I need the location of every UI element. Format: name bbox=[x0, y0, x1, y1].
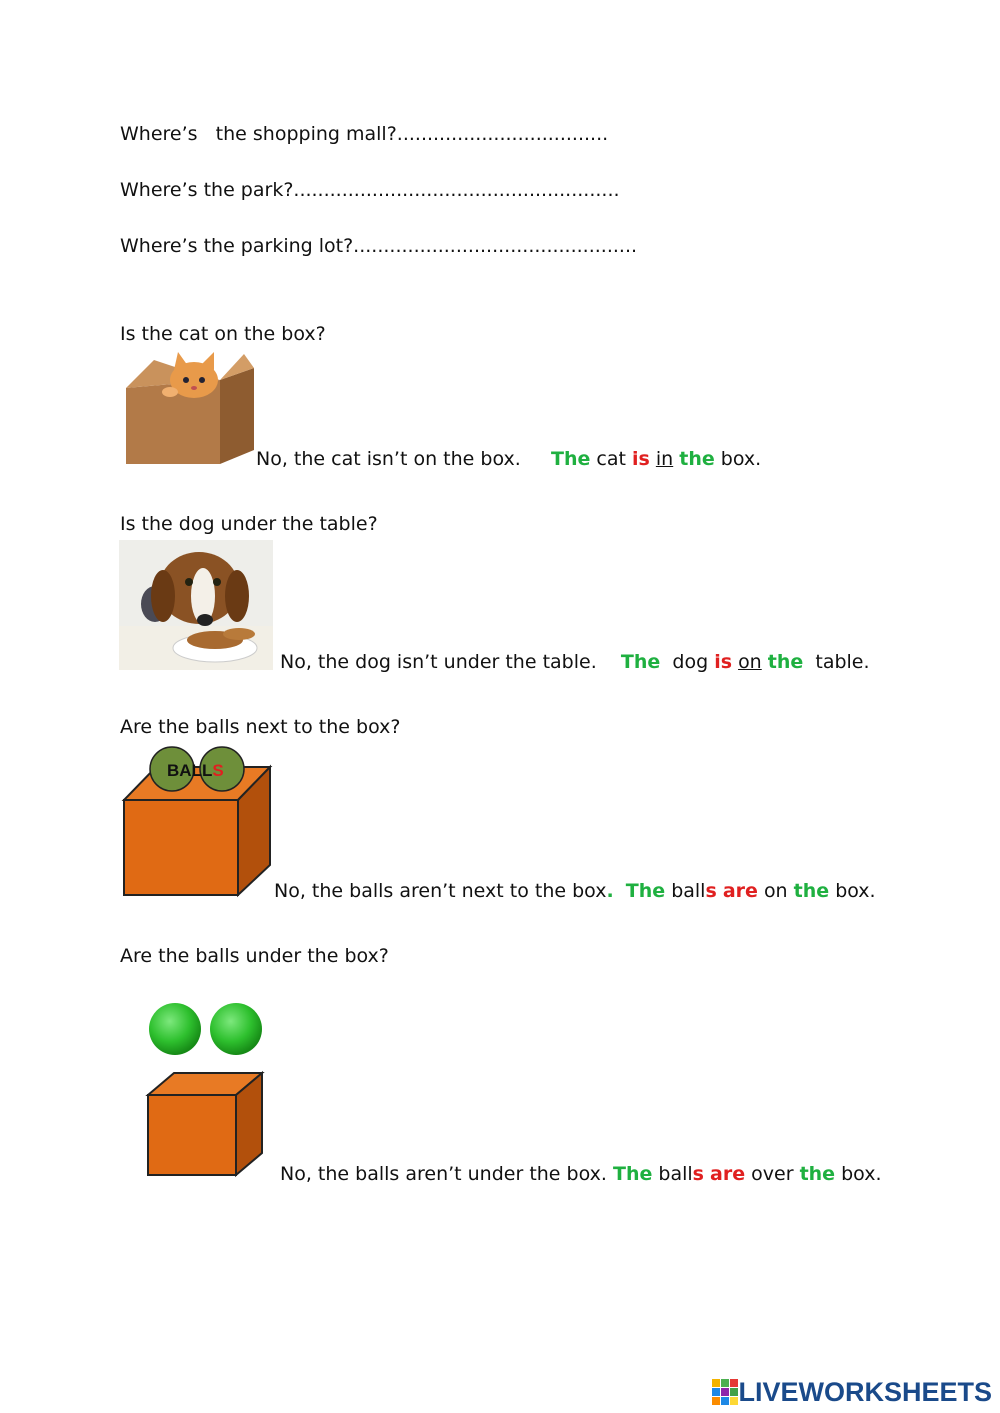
word-preposition: over bbox=[751, 1163, 794, 1185]
question-balls-under: Are the balls under the box? bbox=[120, 945, 389, 967]
answer-no-dog: No, the dog isn’t under the table. bbox=[280, 651, 597, 673]
logo-grid-icon bbox=[712, 1379, 738, 1405]
answer-dog bbox=[280, 650, 870, 674]
word-the-1: The bbox=[612, 1163, 653, 1185]
word-the-2: the bbox=[767, 651, 804, 673]
cat-in-box-image bbox=[124, 350, 256, 466]
balls-label bbox=[167, 759, 224, 783]
answer-balls-next bbox=[274, 879, 876, 903]
word-the-1: The bbox=[620, 651, 661, 673]
word-the-1: The bbox=[550, 448, 591, 470]
word-verb: are bbox=[722, 880, 758, 902]
logo-text: LIVEWORKSHEETS bbox=[738, 1376, 992, 1407]
answer-no-balls-next: No, the balls aren’t next to the box bbox=[274, 880, 607, 902]
word-the-2: the bbox=[679, 448, 715, 470]
word-end: table. bbox=[815, 651, 870, 673]
word-end: box. bbox=[841, 1163, 882, 1185]
balls-over-box-image bbox=[140, 995, 270, 1180]
word-the-2: the bbox=[799, 1163, 836, 1185]
question-park: Where’s the park?...................................................... bbox=[120, 179, 620, 201]
word-end: box. bbox=[835, 880, 876, 902]
word-end: box. bbox=[720, 448, 762, 470]
word-the-1: The bbox=[625, 880, 666, 902]
word-preposition: in bbox=[655, 448, 674, 470]
word-noun: ball bbox=[671, 880, 706, 902]
word-verb: is bbox=[714, 651, 733, 673]
liveworksheets-logo bbox=[712, 1377, 992, 1407]
word-noun: ball bbox=[658, 1163, 693, 1185]
question-shopping-mall: Where’s the shopping mall?................................... bbox=[120, 123, 609, 145]
word-verb: are bbox=[710, 1163, 746, 1185]
answer-balls-under bbox=[280, 1162, 882, 1186]
question-dog: Is the dog under the table? bbox=[120, 513, 378, 535]
dog-on-table-image bbox=[119, 540, 273, 670]
balls-label-s: S bbox=[212, 761, 224, 780]
answer-no-balls-under: No, the balls aren’t under the box. bbox=[280, 1163, 607, 1185]
word-plural-s: s bbox=[692, 1163, 704, 1185]
word-dot: . bbox=[606, 880, 614, 902]
word-preposition: on bbox=[763, 880, 788, 902]
balls-label-main: BALL bbox=[167, 761, 213, 780]
word-preposition: on bbox=[738, 651, 762, 673]
word-noun: cat bbox=[596, 448, 626, 470]
word-the-2: the bbox=[793, 880, 830, 902]
answer-cat bbox=[256, 447, 761, 471]
word-noun: dog bbox=[672, 651, 709, 673]
word-plural-s: s bbox=[705, 880, 717, 902]
question-cat: Is the cat on the box? bbox=[120, 323, 326, 345]
question-balls-next: Are the balls next to the box? bbox=[120, 716, 401, 738]
word-verb: is bbox=[632, 448, 650, 470]
answer-no-cat: No, the cat isn’t on the box. bbox=[256, 448, 521, 470]
question-parking-lot: Where’s the parking lot?............................................... bbox=[120, 235, 638, 257]
